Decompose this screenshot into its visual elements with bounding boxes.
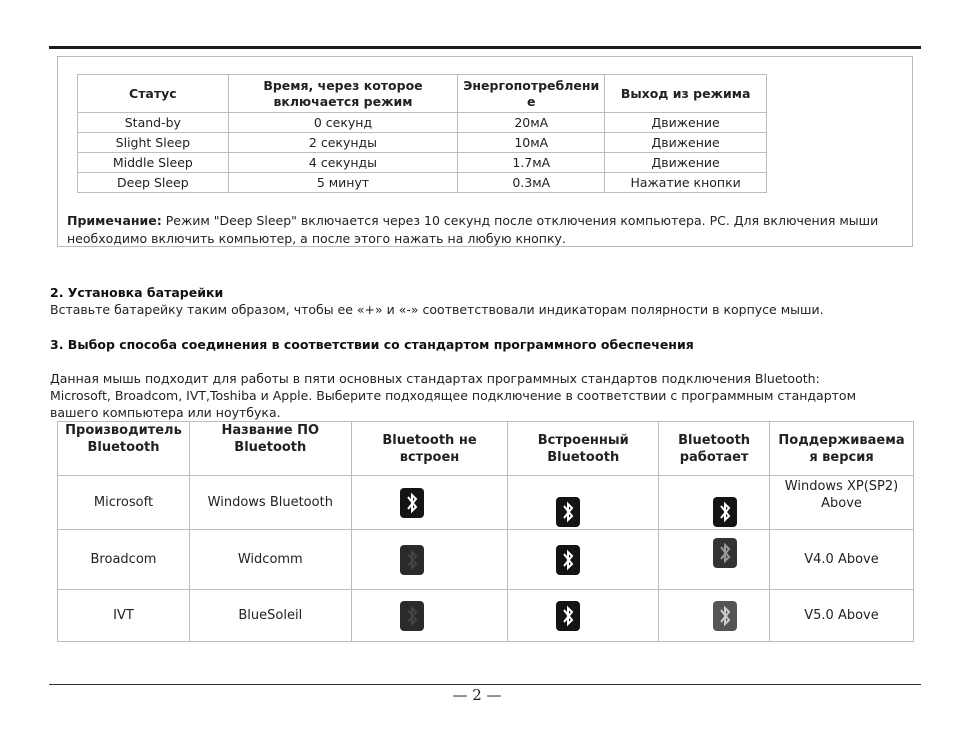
table-cell: Deep Sleep: [78, 173, 229, 193]
table-cell: 0 секунд: [228, 113, 458, 133]
table-cell: Windows Bluetooth: [189, 476, 351, 530]
table-cell: [508, 476, 659, 530]
table-cell: [659, 530, 770, 590]
table-header-row: [78, 75, 767, 113]
bottom-rule: [49, 684, 921, 685]
bluetooth-icon: [556, 545, 580, 575]
table-row: [58, 476, 914, 530]
table-cell: 20мА: [458, 113, 605, 133]
table-cell: BlueSoleil: [189, 590, 351, 642]
bluetooth-compat-table: [57, 421, 914, 642]
table-cell: Движение: [605, 153, 767, 173]
table-row: [78, 133, 767, 153]
table-cell: Движение: [605, 133, 767, 153]
bluetooth-icon: [400, 601, 424, 631]
section-3-text: Данная мышь подходит для работы в пяти основных стандартах программных стандартов подключения Bluetooth: Microsoft, Broadcom, IVT,Toshiba и Apple. Выберите подходящее подключение в соответствии с программным стандартом вашего компьютера или ноутбука.: [50, 371, 856, 420]
table-cell: 10мА: [458, 133, 605, 153]
table-header-row: [58, 422, 914, 476]
table-cell: Middle Sleep: [78, 153, 229, 173]
table-cell: IVT: [58, 590, 190, 642]
table-row: [58, 590, 914, 642]
table-row: [58, 530, 914, 590]
section-3-title: 3. Выбор способа соединения в соответствии со стандартом программного обеспечения: [50, 337, 694, 352]
table-cell: Движение: [605, 113, 767, 133]
note-paragraph: [67, 212, 907, 248]
page-number: — 2 —: [452, 686, 502, 704]
table-cell: Stand-by: [78, 113, 229, 133]
column-header: Bluetooth не встроен: [351, 422, 508, 476]
column-header: Время, через которое включается режим: [228, 75, 458, 113]
table-cell: 1.7мА: [458, 153, 605, 173]
bluetooth-icon: [556, 497, 580, 527]
note-label: Примечание:: [67, 213, 162, 228]
table-cell: [508, 590, 659, 642]
table-cell: Нажатие кнопки: [605, 173, 767, 193]
top-rule: [49, 46, 921, 49]
table-row: [78, 173, 767, 193]
bluetooth-icon: [713, 601, 737, 631]
table-cell: [351, 476, 508, 530]
table-cell: Slight Sleep: [78, 133, 229, 153]
column-header: Встроенный Bluetooth: [508, 422, 659, 476]
power-modes-table: [77, 74, 767, 193]
column-header: Поддерживаема я версия: [770, 422, 914, 476]
bluetooth-icon: [713, 497, 737, 527]
table-cell: V5.0 Above: [770, 590, 914, 642]
column-header: Выход из режима: [605, 75, 767, 113]
section-2-text: Вставьте батарейку таким образом, чтобы ее «+» и «-» соответствовали индикаторам полярности в корпусе мыши.: [50, 302, 824, 317]
note-text: Режим "Deep Sleep" включается через 10 секунд после отключения компьютера. PC. Для включения мыши необходимо включить компьютер, а после этого нажать на любую кнопку.: [67, 213, 879, 246]
column-header: Название ПО Bluetooth: [189, 422, 351, 476]
table-cell: 4 секунды: [228, 153, 458, 173]
table-cell: [351, 530, 508, 590]
table-cell: [508, 530, 659, 590]
column-header: Энергопотреблени е: [458, 75, 605, 113]
column-header: Производитель Bluetooth: [58, 422, 190, 476]
bluetooth-icon: [400, 545, 424, 575]
table-cell: Windows XP(SP2) Above: [770, 476, 914, 530]
table-cell: Broadcom: [58, 530, 190, 590]
table-cell: Widcomm: [189, 530, 351, 590]
table-cell: [659, 476, 770, 530]
table-cell: 2 секунды: [228, 133, 458, 153]
bluetooth-icon: [713, 538, 737, 568]
column-header: Bluetooth работает: [659, 422, 770, 476]
table-cell: [659, 590, 770, 642]
column-header: Статус: [78, 75, 229, 113]
table-cell: 0.3мА: [458, 173, 605, 193]
table-row: [78, 153, 767, 173]
bluetooth-icon: [400, 488, 424, 518]
section-2-title: 2. Установка батарейки: [50, 285, 224, 300]
table-cell: V4.0 Above: [770, 530, 914, 590]
bluetooth-icon: [556, 601, 580, 631]
table-cell: 5 минут: [228, 173, 458, 193]
table-cell: [351, 590, 508, 642]
table-row: [78, 113, 767, 133]
table-cell: Microsoft: [58, 476, 190, 530]
